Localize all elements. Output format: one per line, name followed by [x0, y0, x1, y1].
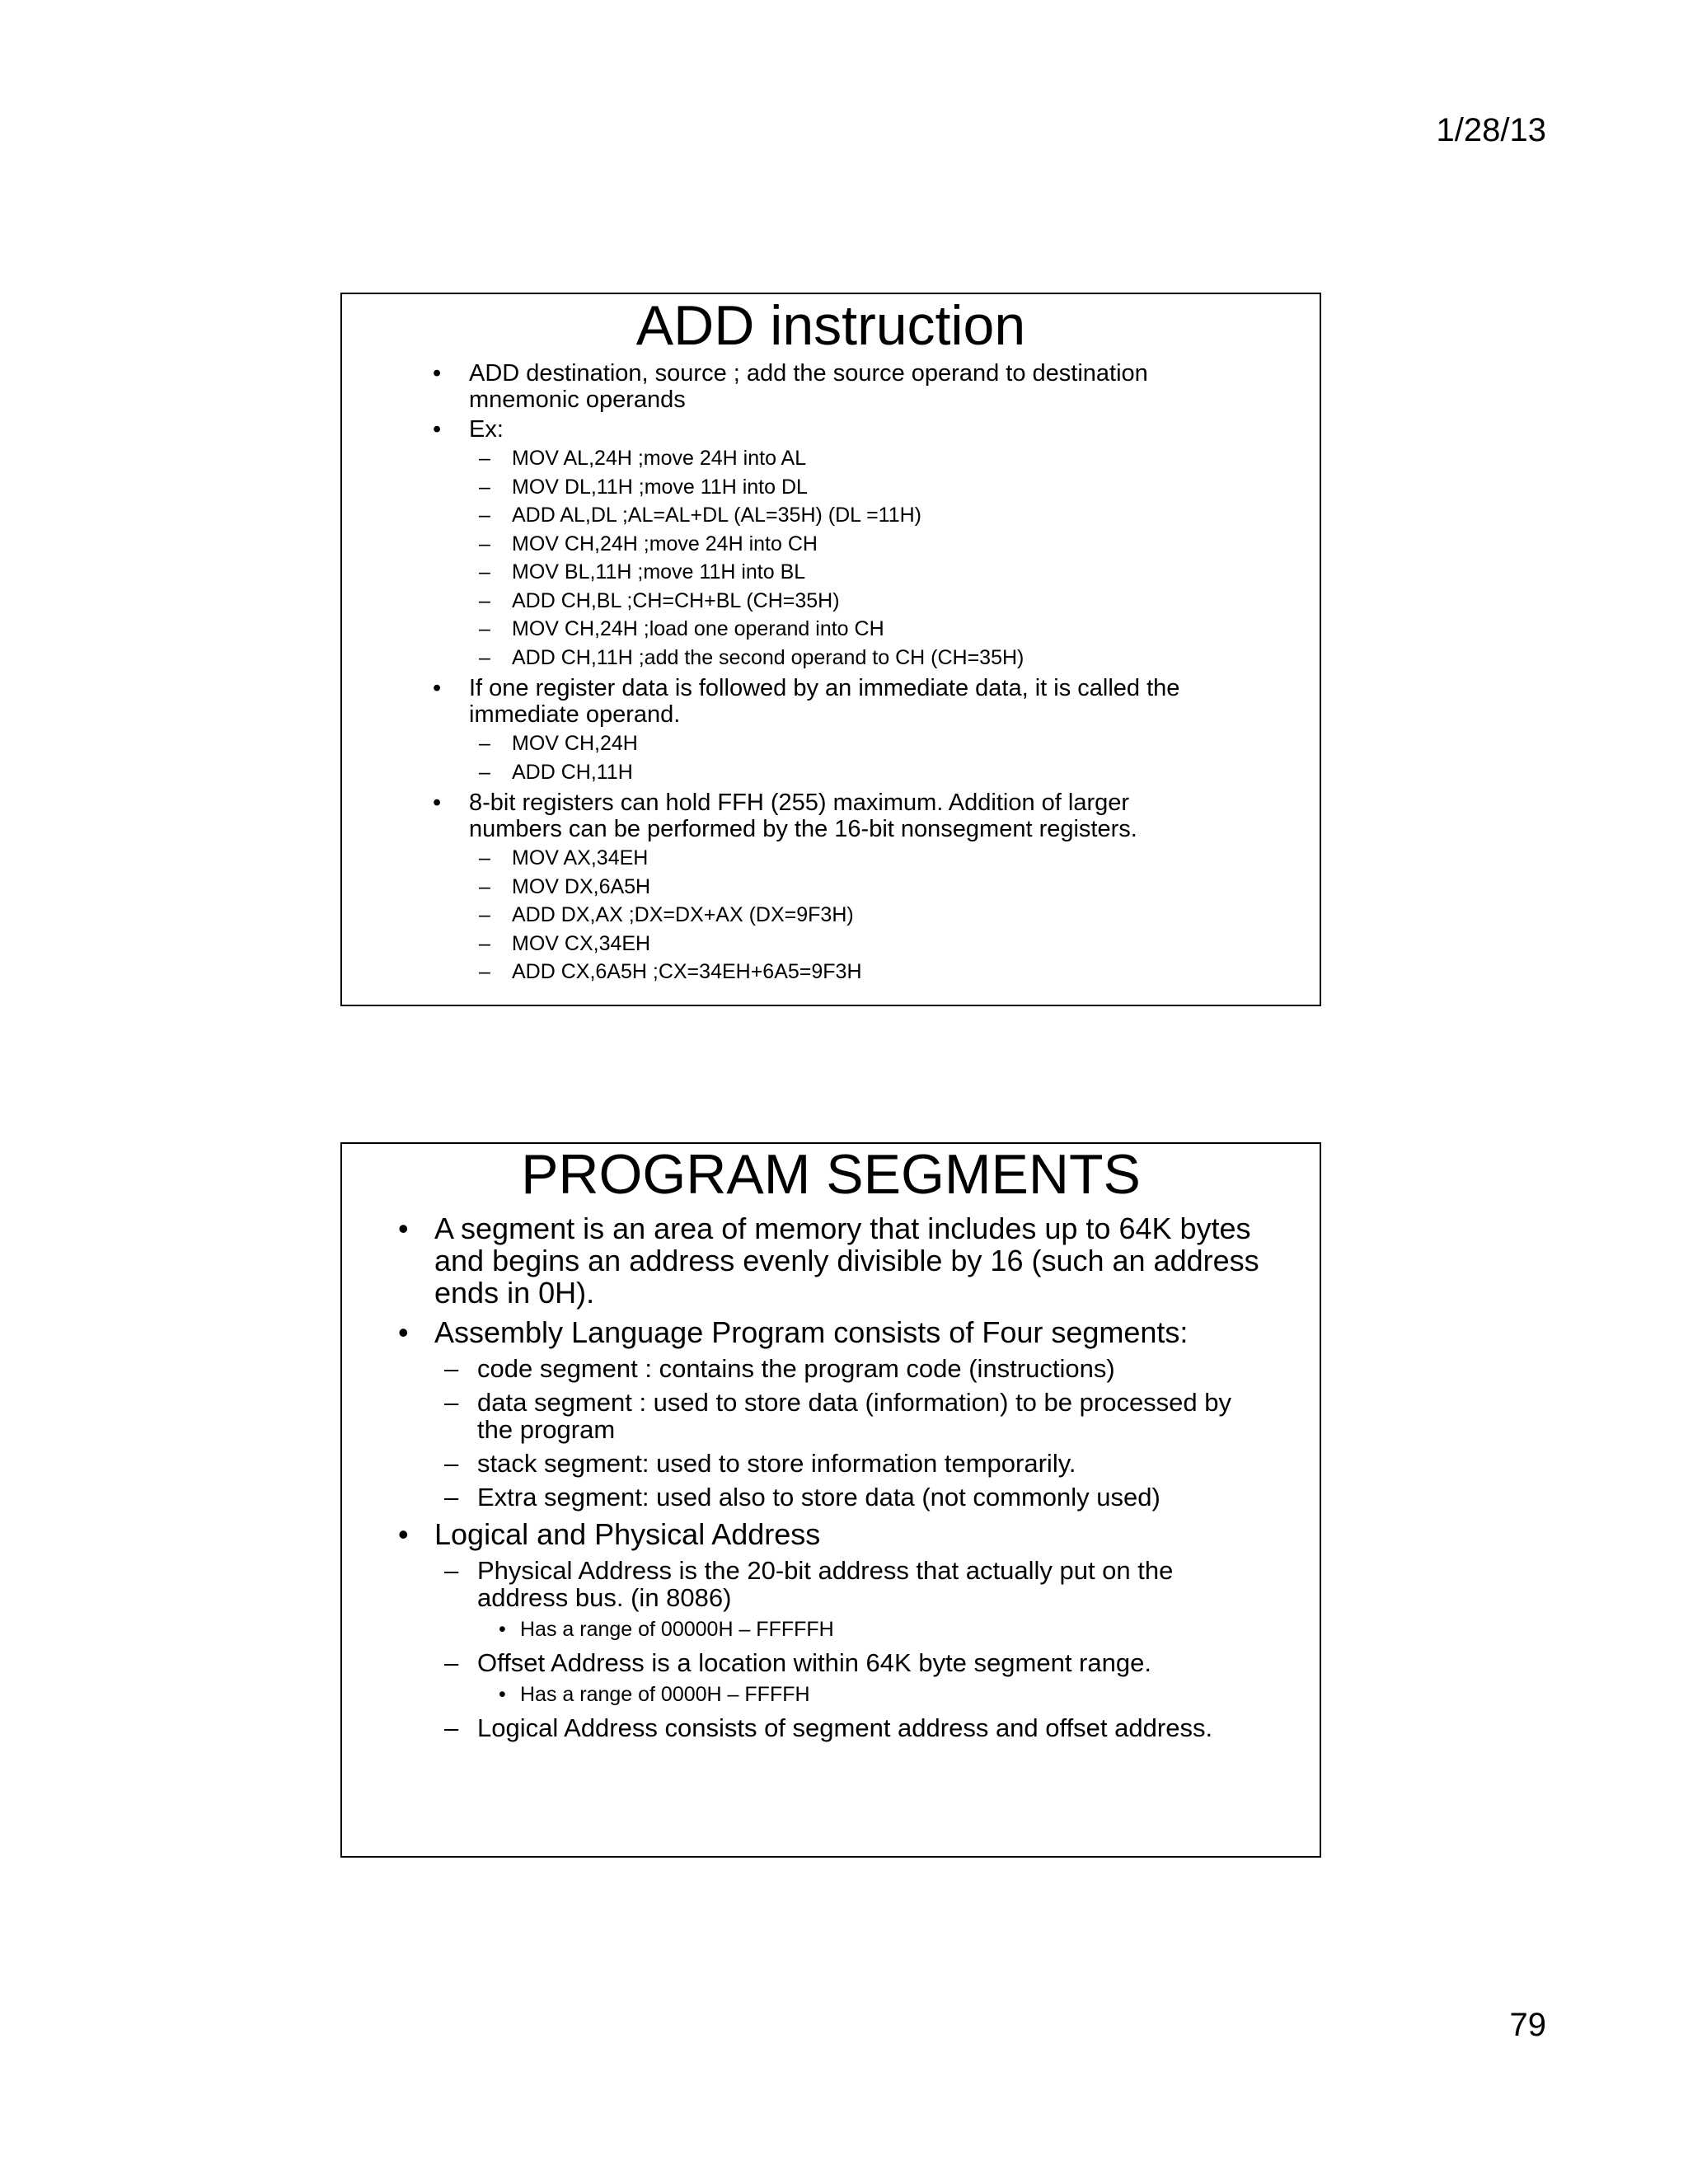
slide-program-segments: [340, 1142, 1321, 1858]
sub-list: [434, 1355, 1262, 1511]
sub-item: [434, 1483, 1262, 1511]
subsub-list: [477, 1681, 1262, 1708]
sub-item: [434, 1355, 1262, 1382]
slide-add-instruction: [340, 293, 1321, 1006]
bullet-text: • Assembly Language Program consists of Four segments:: [434, 1315, 1189, 1349]
sub-item: – MOV CH,24H ;load one operand into CH: [469, 615, 1188, 644]
bullet-item: [469, 360, 1188, 413]
sub-item-text: data segment : used to store data (information) to be processed by the program: [477, 1388, 1232, 1444]
sub-item: – MOV AL,24H ;move 24H into AL: [469, 444, 1188, 473]
sub-list: [469, 729, 1188, 786]
bullet-text: • If one register data is followed by an immediate data, it is called the immediate operand.: [469, 675, 1180, 728]
sub-item-text: stack segment: used to store information temporarily.: [477, 1449, 1076, 1478]
sub-item: – MOV BL,11H ;move 11H into BL: [469, 558, 1188, 587]
page-number: 79: [1509, 2007, 1546, 2043]
sub-list: [434, 1557, 1262, 1741]
slide-content: [342, 360, 1320, 987]
bullet-list: [433, 360, 1188, 987]
sub-item: – MOV CH,24H: [469, 729, 1188, 758]
bullet-item: [469, 416, 1188, 672]
sub-item: – MOV CX,34EH: [469, 930, 1188, 958]
sub-item: [434, 1714, 1262, 1741]
bullet-item: [434, 1316, 1262, 1511]
sub-item: [434, 1557, 1262, 1643]
sub-item: – MOV DL,11H ;move 11H into DL: [469, 473, 1188, 502]
sub-item-text: Offset Address is a location within 64K byte segment range.: [477, 1648, 1151, 1677]
sub-item: [434, 1649, 1262, 1708]
sub-item: – MOV CH,24H ;move 24H into CH: [469, 530, 1188, 559]
sub-item: [434, 1389, 1262, 1443]
bullet-list: [398, 1212, 1262, 1741]
sub-item: – MOV DX,6A5H: [469, 873, 1188, 902]
subsub-item: • Has a range of 0000H – FFFFH: [477, 1681, 1262, 1708]
bullet-text: • 8-bit registers can hold FFH (255) maximum. Addition of larger numbers can be performed by the 16-bit nonsegment registers.: [469, 790, 1137, 842]
sub-item: – ADD CX,6A5H ;CX=34EH+6A5=9F3H: [469, 958, 1188, 987]
subsub-item: • Has a range of 00000H – FFFFFH: [477, 1616, 1262, 1643]
bullet-text: • Logical and Physical Address: [434, 1517, 821, 1551]
sub-item: – ADD DX,AX ;DX=DX+AX (DX=9F3H): [469, 901, 1188, 930]
bullet-item: [434, 1518, 1262, 1741]
subsub-list: [477, 1616, 1262, 1643]
sub-item-text: Physical Address is the 20-bit address that actually put on the address bus. (in 8086): [477, 1556, 1174, 1612]
sub-item: – ADD CH,11H ;add the second operand to CH (CH=35H): [469, 644, 1188, 673]
slide-content: [342, 1212, 1320, 1741]
slide-title: PROGRAM SEGMENTS: [521, 1143, 1141, 1206]
bullet-text: • ADD destination, source ; add the source operand to destination mnemonic operands: [469, 360, 1148, 413]
bullet-text: • Ex:: [469, 416, 504, 443]
sub-item-text: code segment : contains the program code (instructions): [477, 1354, 1115, 1383]
page-date: 1/28/13: [1436, 112, 1546, 148]
bullet-item: [469, 790, 1188, 987]
sub-item: – MOV AX,34EH: [469, 844, 1188, 873]
sub-list: [469, 844, 1188, 987]
bullet-text: • A segment is an area of memory that includes up to 64K bytes and begins an address evenly divisible by 16 (such an address ends in 0H).: [434, 1212, 1259, 1310]
sub-item-text: Logical Address consists of segment address and offset address.: [477, 1713, 1213, 1742]
sub-item: – ADD AL,DL ;AL=AL+DL (AL=35H) (DL =11H): [469, 501, 1188, 530]
sub-item: [434, 1450, 1262, 1477]
sub-item: – ADD CH,BL ;CH=CH+BL (CH=35H): [469, 587, 1188, 616]
bullet-item: [469, 675, 1188, 786]
slide-title: ADD instruction: [635, 294, 1026, 357]
sub-list: [469, 444, 1188, 672]
bullet-item: [434, 1212, 1262, 1309]
sub-item: – ADD CH,11H: [469, 758, 1188, 787]
sub-item-text: Extra segment: used also to store data (not commonly used): [477, 1483, 1160, 1511]
